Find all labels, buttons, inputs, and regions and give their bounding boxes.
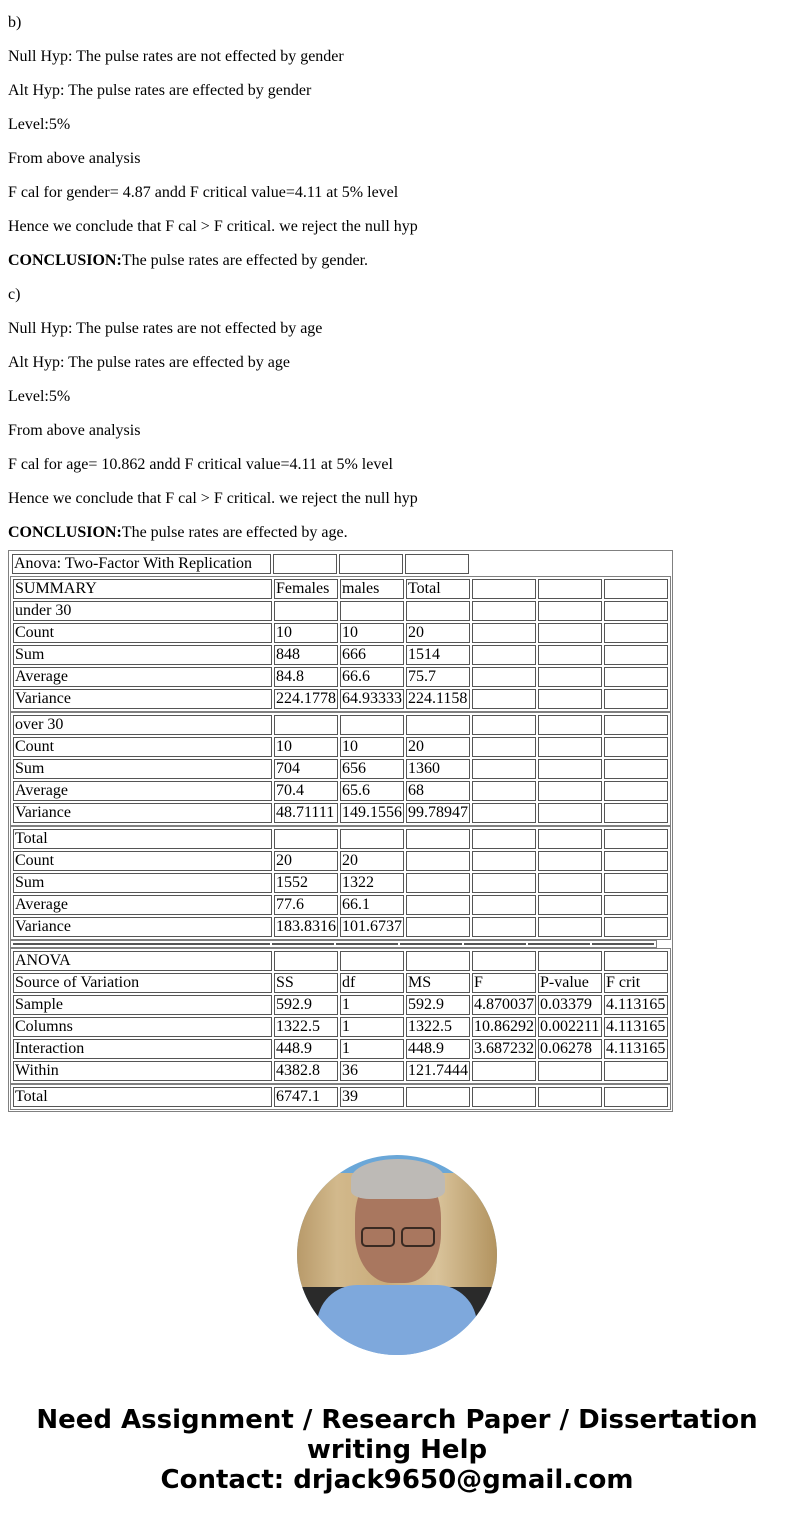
row-label: Average	[13, 667, 272, 687]
cell: 1360	[406, 759, 470, 779]
contact-banner	[8, 1405, 786, 1495]
empty-cell	[538, 917, 602, 937]
f-calculation: F cal for gender= 4.87 andd F critical value=4.11 at 5% level	[8, 184, 399, 201]
empty-cell	[604, 873, 668, 893]
table-row	[13, 1017, 668, 1037]
header-cell: F crit	[604, 973, 668, 993]
cell: 66.6	[340, 667, 404, 687]
cell: 48.71111	[274, 803, 338, 823]
section-b	[8, 14, 786, 270]
empty-cell	[604, 645, 668, 665]
table-row	[13, 917, 668, 937]
row-label: Interaction	[13, 1039, 272, 1059]
cell: 10	[274, 737, 338, 757]
cell: 20	[340, 851, 404, 871]
hair	[351, 1159, 445, 1199]
empty-cell	[340, 829, 404, 849]
cell: 75.7	[406, 667, 470, 687]
empty-cell	[538, 645, 602, 665]
header-cell: F	[472, 973, 536, 993]
row-label: Average	[13, 781, 272, 801]
table-row	[13, 737, 668, 757]
cell: 448.9	[406, 1039, 470, 1059]
cell: 84.8	[274, 667, 338, 687]
author-photo-container	[8, 1155, 786, 1355]
table-row	[13, 759, 668, 779]
empty-cell	[538, 715, 602, 735]
empty-cell	[538, 829, 602, 849]
cell: 121.7444	[408, 1062, 468, 1079]
empty-cell	[405, 554, 469, 574]
cell: 4.113165	[604, 995, 668, 1015]
table-row	[13, 645, 668, 665]
header-cell: males	[340, 579, 404, 599]
empty-cell	[274, 951, 338, 971]
table-row	[13, 873, 668, 893]
cell	[406, 1087, 470, 1107]
conclusion-text: The pulse rates are effected by gender.	[121, 252, 369, 269]
cell: 666	[340, 645, 404, 665]
empty-cell	[604, 951, 668, 971]
empty-cell	[604, 803, 668, 823]
cell: 1322.5	[406, 1017, 470, 1037]
section-title-row	[13, 951, 668, 971]
empty-cell	[472, 759, 536, 779]
empty-cell	[472, 917, 536, 937]
cell	[406, 895, 470, 915]
empty-cell	[472, 689, 536, 709]
table-row	[13, 995, 668, 1015]
cell: 68	[406, 781, 470, 801]
banner-line-2: writing Help	[306, 1435, 488, 1465]
empty-cell	[538, 951, 602, 971]
table-row	[13, 667, 668, 687]
empty-cell	[592, 943, 654, 945]
empty-cell	[604, 851, 668, 871]
table-row	[13, 623, 668, 643]
header-cell: SS	[274, 973, 338, 993]
cell: 656	[340, 759, 404, 779]
empty-cell	[604, 829, 668, 849]
cell: 592.9	[406, 995, 470, 1015]
cell	[406, 873, 470, 893]
shirt	[317, 1285, 477, 1355]
cell: 1322	[340, 873, 404, 893]
header-cell: Females	[274, 579, 338, 599]
header-cell	[604, 579, 668, 599]
empty-cell	[528, 943, 590, 945]
row-label: Total	[13, 1087, 272, 1107]
cell: 65.6	[340, 781, 404, 801]
significance-level: Level:5%	[8, 116, 71, 133]
significance-level: Level:5%	[8, 388, 71, 405]
cell: 4.113165	[604, 1017, 668, 1037]
empty-cell	[472, 737, 536, 757]
anova-total-table	[10, 1084, 671, 1110]
empty-cell	[340, 715, 404, 735]
summary-total-table	[10, 826, 671, 940]
conclusion	[8, 524, 786, 542]
header-cell: MS	[406, 973, 470, 993]
empty-cell	[538, 737, 602, 757]
header-cell: Source of Variation	[13, 973, 272, 993]
summary-over-30-table	[10, 712, 671, 826]
cell: 10	[340, 737, 404, 757]
cell: 6747.1	[274, 1087, 338, 1107]
empty-cell	[472, 873, 536, 893]
row-label: Sum	[13, 759, 272, 779]
cell: 39	[340, 1087, 404, 1107]
empty-cell	[340, 601, 404, 621]
empty-cell	[538, 803, 602, 823]
cell: 20	[406, 737, 470, 757]
row-label: Sum	[13, 873, 272, 893]
group-row	[13, 715, 668, 735]
cell: 99.78947	[408, 804, 468, 821]
table-row	[13, 1061, 668, 1081]
cell: 36	[340, 1061, 404, 1081]
alt-hypothesis: Alt Hyp: The pulse rates are effected by age	[8, 354, 290, 371]
anova-results-table	[10, 948, 671, 1084]
alt-hypothesis: Alt Hyp: The pulse rates are effected by gender	[8, 82, 312, 99]
empty-cell	[472, 951, 536, 971]
cell: 20	[274, 851, 338, 871]
empty-cell	[472, 851, 536, 871]
empty-cell	[339, 554, 403, 574]
empty-cell	[273, 554, 337, 574]
empty-cell	[472, 781, 536, 801]
cell: 183.8316	[276, 918, 336, 935]
row-label: Average	[13, 895, 272, 915]
cell: 1552	[274, 873, 338, 893]
cell: 0.06278	[538, 1039, 602, 1059]
cell	[538, 1061, 602, 1081]
table-title: Anova: Two-Factor With Replication	[12, 554, 271, 574]
cell: 4382.8	[274, 1061, 338, 1081]
empty-cell	[472, 829, 536, 849]
empty-cell	[472, 623, 536, 643]
empty-cell	[274, 715, 338, 735]
glasses-icon	[361, 1227, 435, 1245]
cell	[472, 1087, 536, 1107]
cell: 448.9	[274, 1039, 338, 1059]
row-label: Variance	[13, 917, 272, 937]
cell: 149.1556	[342, 804, 402, 821]
empty-cell	[472, 667, 536, 687]
cell: 101.6737	[342, 918, 402, 935]
cell: 1322.5	[274, 1017, 338, 1037]
row-label: Count	[13, 737, 272, 757]
empty-cell	[538, 781, 602, 801]
empty-cell	[538, 689, 602, 709]
banner-line-1: Need Assignment / Research Paper / Dissertation	[36, 1405, 758, 1435]
banner-line-3: Contact: drjack9650@gmail.com	[160, 1465, 634, 1495]
header-cell: P-value	[538, 973, 602, 993]
empty-cell	[538, 759, 602, 779]
cell: 4.113165	[604, 1039, 668, 1059]
table-row	[13, 851, 668, 871]
header-cell	[538, 579, 602, 599]
table-row	[13, 689, 668, 709]
row-label: Within	[13, 1061, 272, 1081]
cell: 70.4	[274, 781, 338, 801]
cell	[604, 1061, 668, 1081]
empty-cell	[406, 951, 470, 971]
anova-table	[8, 550, 673, 1112]
cell	[604, 1087, 668, 1107]
empty-cell	[472, 645, 536, 665]
conclusion	[8, 252, 786, 270]
empty-cell	[538, 895, 602, 915]
cell: 1	[340, 995, 404, 1015]
cell: 1	[340, 1017, 404, 1037]
group-label: Total	[13, 829, 272, 849]
inference: Hence we conclude that F cal > F critical. we reject the null hyp	[8, 218, 418, 235]
empty-cell	[538, 873, 602, 893]
empty-cell	[472, 803, 536, 823]
group-row	[13, 829, 668, 849]
cell: 4.870037	[474, 996, 534, 1013]
cell	[406, 851, 470, 871]
cell: 10	[274, 623, 338, 643]
document-body	[0, 14, 794, 1495]
cell: 1514	[406, 645, 470, 665]
empty-cell	[274, 601, 338, 621]
null-hypothesis: Null Hyp: The pulse rates are not effected by age	[8, 320, 323, 337]
cell: 10	[340, 623, 404, 643]
null-hypothesis: Null Hyp: The pulse rates are not effected by gender	[8, 48, 344, 65]
empty-cell	[406, 715, 470, 735]
row-label: Variance	[13, 689, 272, 709]
cell: 224.1778	[276, 690, 336, 707]
table-row	[13, 781, 668, 801]
author-photo-icon	[297, 1155, 497, 1355]
summary-under-30-table	[10, 576, 671, 712]
cell: 10.86292	[474, 1018, 534, 1035]
cell: 64.93333	[342, 690, 402, 707]
from-above: From above analysis	[8, 150, 141, 167]
empty-cell	[472, 895, 536, 915]
cell: 0.03379	[538, 995, 602, 1015]
empty-cell	[13, 943, 270, 945]
group-row	[13, 601, 668, 621]
empty-cell	[604, 715, 668, 735]
empty-cell	[604, 895, 668, 915]
group-label: over 30	[13, 715, 272, 735]
total-row	[13, 1087, 668, 1107]
cell: 1	[340, 1039, 404, 1059]
empty-cell	[400, 943, 462, 945]
empty-cell	[274, 829, 338, 849]
group-label: under 30	[13, 601, 272, 621]
empty-cell	[604, 737, 668, 757]
empty-cell	[406, 601, 470, 621]
f-calculation: F cal for age= 10.862 andd F critical value=4.11 at 5% level	[8, 456, 393, 473]
header-cell: SUMMARY	[13, 579, 272, 599]
cell: 66.1	[340, 895, 404, 915]
empty-cell	[464, 943, 526, 945]
cell: 704	[274, 759, 338, 779]
cell: 77.6	[274, 895, 338, 915]
row-label: Columns	[13, 1017, 272, 1037]
section-title: ANOVA	[13, 951, 272, 971]
cell: 224.1158	[406, 689, 470, 709]
empty-cell	[604, 759, 668, 779]
section-c	[8, 286, 786, 542]
from-above: From above analysis	[8, 422, 141, 439]
table-row	[13, 803, 668, 823]
empty-cell	[472, 601, 536, 621]
empty-cell	[538, 667, 602, 687]
cell	[472, 1061, 536, 1081]
empty-cell	[272, 943, 334, 945]
cell	[538, 1087, 602, 1107]
row-label: Sample	[13, 995, 272, 1015]
table-row	[13, 1039, 668, 1059]
conclusion-label: CONCLUSION:	[8, 252, 122, 269]
cell: 0.002211	[538, 1017, 602, 1037]
cell	[406, 917, 470, 937]
empty-cell	[538, 851, 602, 871]
cell: 592.9	[274, 995, 338, 1015]
anova-title-table	[10, 552, 471, 576]
row-label: Count	[13, 851, 272, 871]
empty-cell	[604, 601, 668, 621]
empty-cell	[604, 667, 668, 687]
row-label: Sum	[13, 645, 272, 665]
cell: 3.687232	[474, 1040, 534, 1057]
empty-cell	[472, 715, 536, 735]
row-label: Count	[13, 623, 272, 643]
row-label: Variance	[13, 803, 272, 823]
table-row	[12, 554, 469, 574]
section-label: b)	[8, 14, 22, 31]
empty-cell	[604, 623, 668, 643]
empty-cell	[538, 623, 602, 643]
empty-cell	[604, 917, 668, 937]
empty-cell	[406, 829, 470, 849]
empty-cell	[604, 689, 668, 709]
empty-cell	[604, 781, 668, 801]
table-row	[13, 895, 668, 915]
header-cell	[472, 579, 536, 599]
empty-cell	[336, 943, 398, 945]
section-label: c)	[8, 286, 21, 303]
header-cell: Total	[406, 579, 470, 599]
empty-cell	[340, 951, 404, 971]
cell: 848	[274, 645, 338, 665]
header-cell: df	[340, 973, 404, 993]
empty-cell	[538, 601, 602, 621]
separator-table	[10, 940, 657, 948]
inference: Hence we conclude that F cal > F critical. we reject the null hyp	[8, 490, 418, 507]
table-header-row	[13, 579, 668, 599]
conclusion-text: The pulse rates are effected by age.	[121, 524, 348, 541]
cell: 20	[406, 623, 470, 643]
conclusion-label: CONCLUSION:	[8, 524, 122, 541]
table-header-row	[13, 973, 668, 993]
